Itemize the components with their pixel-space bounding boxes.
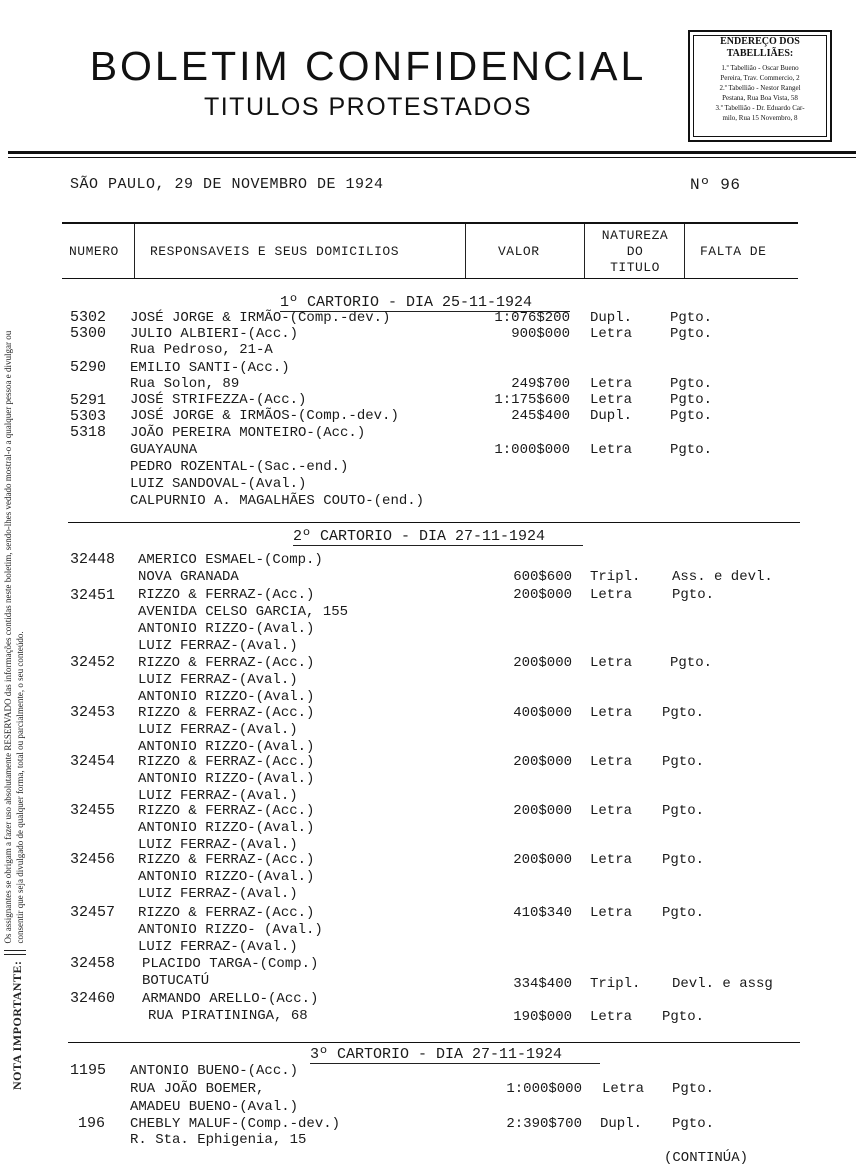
missing-item: Pgto. (670, 376, 713, 392)
responsible-line: NOVA GRANADA (138, 569, 239, 585)
row-number: 32460 (70, 990, 116, 1007)
row-number: 5302 (70, 309, 107, 326)
responsible-line: JOSÉ JORGE & IRMÃOS-(Comp.-dev.) (130, 408, 399, 424)
title-nature: Letra (590, 803, 633, 819)
column-divider (684, 224, 685, 278)
title-nature: Letra (590, 326, 633, 342)
row-value: 200$000 (513, 754, 572, 770)
row-value: 334$400 (513, 976, 572, 992)
title-nature: Dupl. (590, 408, 633, 424)
important-note (2, 90, 28, 1090)
title-nature: Letra (590, 705, 633, 721)
row-number: 32458 (70, 955, 116, 972)
responsible-line: Rua Solon, 89 (130, 376, 240, 392)
responsible-line: LUIZ FERRAZ-(Aval.) (138, 722, 298, 738)
responsible-line: LUIZ FERRAZ-(Aval.) (138, 788, 298, 804)
section-heading: 2º CARTORIO - DIA 27-11-1924 (293, 528, 546, 545)
bulletin-title: BOLETIM CONFIDENCIAL (89, 43, 647, 89)
row-value: 1:000$000 (494, 442, 570, 458)
responsible-line: PLACIDO TARGA-(Comp.) (142, 956, 319, 972)
address-box-title: ENDEREÇO DOS TABELLIÃES: (720, 36, 800, 59)
row-number: 5303 (70, 408, 107, 425)
row-number: 5291 (70, 392, 107, 409)
row-number: 32448 (70, 551, 116, 568)
responsible-line: PEDRO ROZENTAL-(Sac.-end.) (130, 459, 349, 475)
responsible-line: AMADEU BUENO-(Aval.) (130, 1099, 299, 1115)
title-nature: Dupl. (590, 310, 633, 326)
responsible-line: ANTONIO RIZZO-(Aval.) (138, 621, 315, 637)
row-value: 245$400 (511, 408, 570, 424)
responsible-line: RIZZO & FERRAZ-(Acc.) (138, 705, 315, 721)
title-nature: Letra (590, 754, 633, 770)
responsible-line: RIZZO & FERRAZ-(Acc.) (138, 587, 315, 603)
missing-item: Pgto. (662, 905, 705, 921)
responsible-line: LUIZ SANDOVAL-(Aval.) (130, 476, 307, 492)
responsible-line: RIZZO & FERRAZ-(Acc.) (138, 852, 315, 868)
column-header-responsaveis: RESPONSAVEIS E SEUS DOMICILIOS (150, 244, 400, 259)
responsible-line: GUAYAUNA (130, 442, 198, 458)
missing-item: Pgto. (662, 852, 705, 868)
missing-item: Pgto. (672, 1081, 715, 1097)
issue-number: Nº 96 (690, 176, 741, 194)
important-note-label: NOTA IMPORTANTE: (10, 960, 24, 1090)
row-number: 5290 (70, 359, 107, 376)
title-nature: Letra (590, 392, 633, 408)
responsible-line: RUA JOÃO BOEMER, (130, 1081, 265, 1097)
responsible-line: JOÃO PEREIRA MONTEIRO-(Acc.) (130, 425, 366, 441)
column-divider (584, 224, 585, 278)
title-nature: Letra (590, 852, 633, 868)
responsible-line: RIZZO & FERRAZ-(Acc.) (138, 754, 315, 770)
responsible-line: ANTONIO RIZZO-(Aval.) (138, 869, 315, 885)
responsible-line: ANTONIO RIZZO-(Aval.) (138, 771, 315, 787)
section-heading-underline (293, 545, 583, 546)
missing-item: Devl. e assg (672, 976, 773, 992)
responsible-line: ANTONIO BUENO-(Acc.) (130, 1063, 299, 1079)
responsible-line: LUIZ FERRAZ-(Aval.) (138, 939, 298, 955)
row-number: 32454 (70, 753, 116, 770)
column-header-falta: FALTA DE (700, 244, 767, 259)
missing-item: Pgto. (662, 1009, 705, 1025)
row-number: 32455 (70, 802, 116, 819)
responsible-line: RIZZO & FERRAZ-(Acc.) (138, 655, 315, 671)
section-heading: 3º CARTORIO - DIA 27-11-1924 (310, 1046, 563, 1063)
responsible-line: RIZZO & FERRAZ-(Acc.) (138, 905, 315, 921)
row-value: 1:076$200 (494, 310, 570, 326)
column-divider (465, 224, 466, 278)
responsible-line: JULIO ALBIERI-(Acc.) (130, 326, 299, 342)
missing-item: Pgto. (670, 442, 713, 458)
responsible-line: RUA PIRATININGA, 68 (148, 1008, 308, 1024)
notary-address-box (688, 30, 832, 142)
missing-item: Pgto. (662, 803, 705, 819)
responsible-line: JOSÉ STRIFEZZA-(Acc.) (130, 392, 307, 408)
row-value: 1:175$600 (494, 392, 570, 408)
row-value: 2:390$700 (506, 1116, 582, 1132)
title-nature: Letra (590, 442, 633, 458)
section-separator-rule (68, 1042, 800, 1043)
row-value: 200$000 (513, 803, 572, 819)
row-number: 32451 (70, 587, 116, 604)
column-divider (134, 224, 135, 278)
section-heading-underline (310, 1063, 600, 1064)
row-value: 1:000$000 (506, 1081, 582, 1097)
responsible-line: JOSÉ JORGE & IRMÃO-(Comp.-dev.) (130, 310, 391, 326)
missing-item: Pgto. (662, 705, 705, 721)
missing-item: Pgto. (670, 310, 713, 326)
title-nature: Letra (602, 1081, 645, 1097)
responsible-line: CHEBLY MALUF-(Comp.-dev.) (130, 1116, 341, 1132)
title-nature: Letra (590, 587, 633, 603)
responsible-line: Rua Pedroso, 21-A (130, 342, 273, 358)
missing-item: Pgto. (670, 408, 713, 424)
address-line: Pereira, Trav. Commercio, 2 (720, 74, 800, 82)
row-number: 32452 (70, 654, 116, 671)
table-header-bottom-rule (62, 278, 798, 279)
row-value: 200$000 (513, 655, 572, 671)
row-number: 32456 (70, 851, 116, 868)
responsible-line: EMILIO SANTI-(Acc.) (130, 360, 290, 376)
column-header-natureza: TITULO (610, 260, 660, 275)
responsible-line: AVENIDA CELSO GARCIA, 155 (138, 604, 349, 620)
missing-item: Pgto. (672, 587, 715, 603)
important-note-text: Os assignantes se obrigam a fazer uso absolutamente RESERVADO das informações contidas neste boletim, sendo-lhes vedado mostral-o a qualquer pessoa e divulgar ou consentir que seja divulgado de qualquer forma, total ou parcialmente, o seu conteúdo. (3, 330, 25, 944)
row-number: 5300 (70, 325, 107, 342)
address-line: 1.º Tabellião - Oscar Bueno (721, 64, 799, 72)
place-date: SÃO PAULO, 29 DE NOVEMBRO DE 1924 (70, 176, 384, 193)
bulletin-subtitle: TITULOS PROTESTADOS (203, 93, 533, 121)
responsible-line: ANTONIO RIZZO-(Aval.) (138, 689, 315, 705)
row-number: 5318 (70, 424, 107, 441)
row-value: 190$000 (513, 1009, 572, 1025)
responsible-line: LUIZ FERRAZ-(Aval.) (138, 837, 298, 853)
section-heading: 1º CARTORIO - DIA 25-11-1924 (280, 294, 533, 311)
address-line: milo, Rua 15 Novembro, 8 (722, 114, 798, 122)
responsible-line: R. Sta. Ephigenia, 15 (130, 1132, 307, 1148)
row-number: 196 (78, 1115, 106, 1132)
table-header-top-rule (62, 222, 798, 224)
address-line: Pestana, Rua Boa Vista, 58 (722, 94, 798, 102)
missing-item: Pgto. (670, 326, 713, 342)
row-value: 400$000 (513, 705, 572, 721)
title-nature: Tripl. (590, 569, 641, 585)
missing-item: Pgto. (670, 392, 713, 408)
row-value: 200$000 (513, 852, 572, 868)
missing-item: Pgto. (672, 1116, 715, 1132)
responsible-line: ANTONIO RIZZO- (Aval.) (138, 922, 323, 938)
section-separator-rule (68, 522, 800, 523)
missing-item: Pgto. (670, 655, 713, 671)
responsible-line: LUIZ FERRAZ-(Aval.) (138, 638, 298, 654)
row-value: 249$700 (511, 376, 570, 392)
responsible-line: AMERICO ESMAEL-(Comp.) (138, 552, 323, 568)
responsible-line: ARMANDO ARELLO-(Acc.) (142, 991, 319, 1007)
responsible-line: LUIZ FERRAZ-(Aval.) (138, 672, 298, 688)
title-nature: Dupl. (600, 1116, 643, 1132)
continued-label: (CONTINÚA) (664, 1150, 749, 1166)
column-header-numero: NUMERO (69, 244, 119, 259)
missing-item: Pgto. (662, 754, 705, 770)
title-nature: Tripl. (590, 976, 641, 992)
responsible-line: BOTUCATÚ (142, 973, 210, 989)
address-line: 3.º Tabellião - Dr. Eduardo Car- (715, 104, 805, 112)
title-nature: Letra (590, 376, 633, 392)
row-value: 410$340 (513, 905, 572, 921)
row-number: 32457 (70, 904, 116, 921)
title-nature: Letra (590, 655, 633, 671)
row-value: 200$000 (513, 587, 572, 603)
header-rule-thick (8, 151, 856, 154)
missing-item: Ass. e devl. (672, 569, 773, 585)
row-value: 900$000 (511, 326, 570, 342)
responsible-line: CALPURNIO A. MAGALHÃES COUTO-(end.) (130, 493, 425, 509)
column-header-valor: VALOR (498, 244, 540, 259)
responsible-line: ANTONIO RIZZO-(Aval.) (138, 739, 315, 755)
row-number: 1195 (70, 1062, 107, 1079)
responsible-line: LUIZ FERRAZ-(Aval.) (138, 886, 298, 902)
title-nature: Letra (590, 1009, 633, 1025)
header-rule-thin (8, 157, 856, 158)
column-header-natureza: NATUREZA (601, 228, 669, 243)
responsible-line: ANTONIO RIZZO-(Aval.) (138, 820, 315, 836)
row-value: 600$600 (513, 569, 572, 585)
address-line: 2.º Tabellião - Nestor Rangel (719, 84, 801, 92)
column-header-natureza: DO (626, 244, 644, 259)
row-number: 32453 (70, 704, 116, 721)
responsible-line: RIZZO & FERRAZ-(Acc.) (138, 803, 315, 819)
title-nature: Letra (590, 905, 633, 921)
note-separator (4, 950, 26, 955)
